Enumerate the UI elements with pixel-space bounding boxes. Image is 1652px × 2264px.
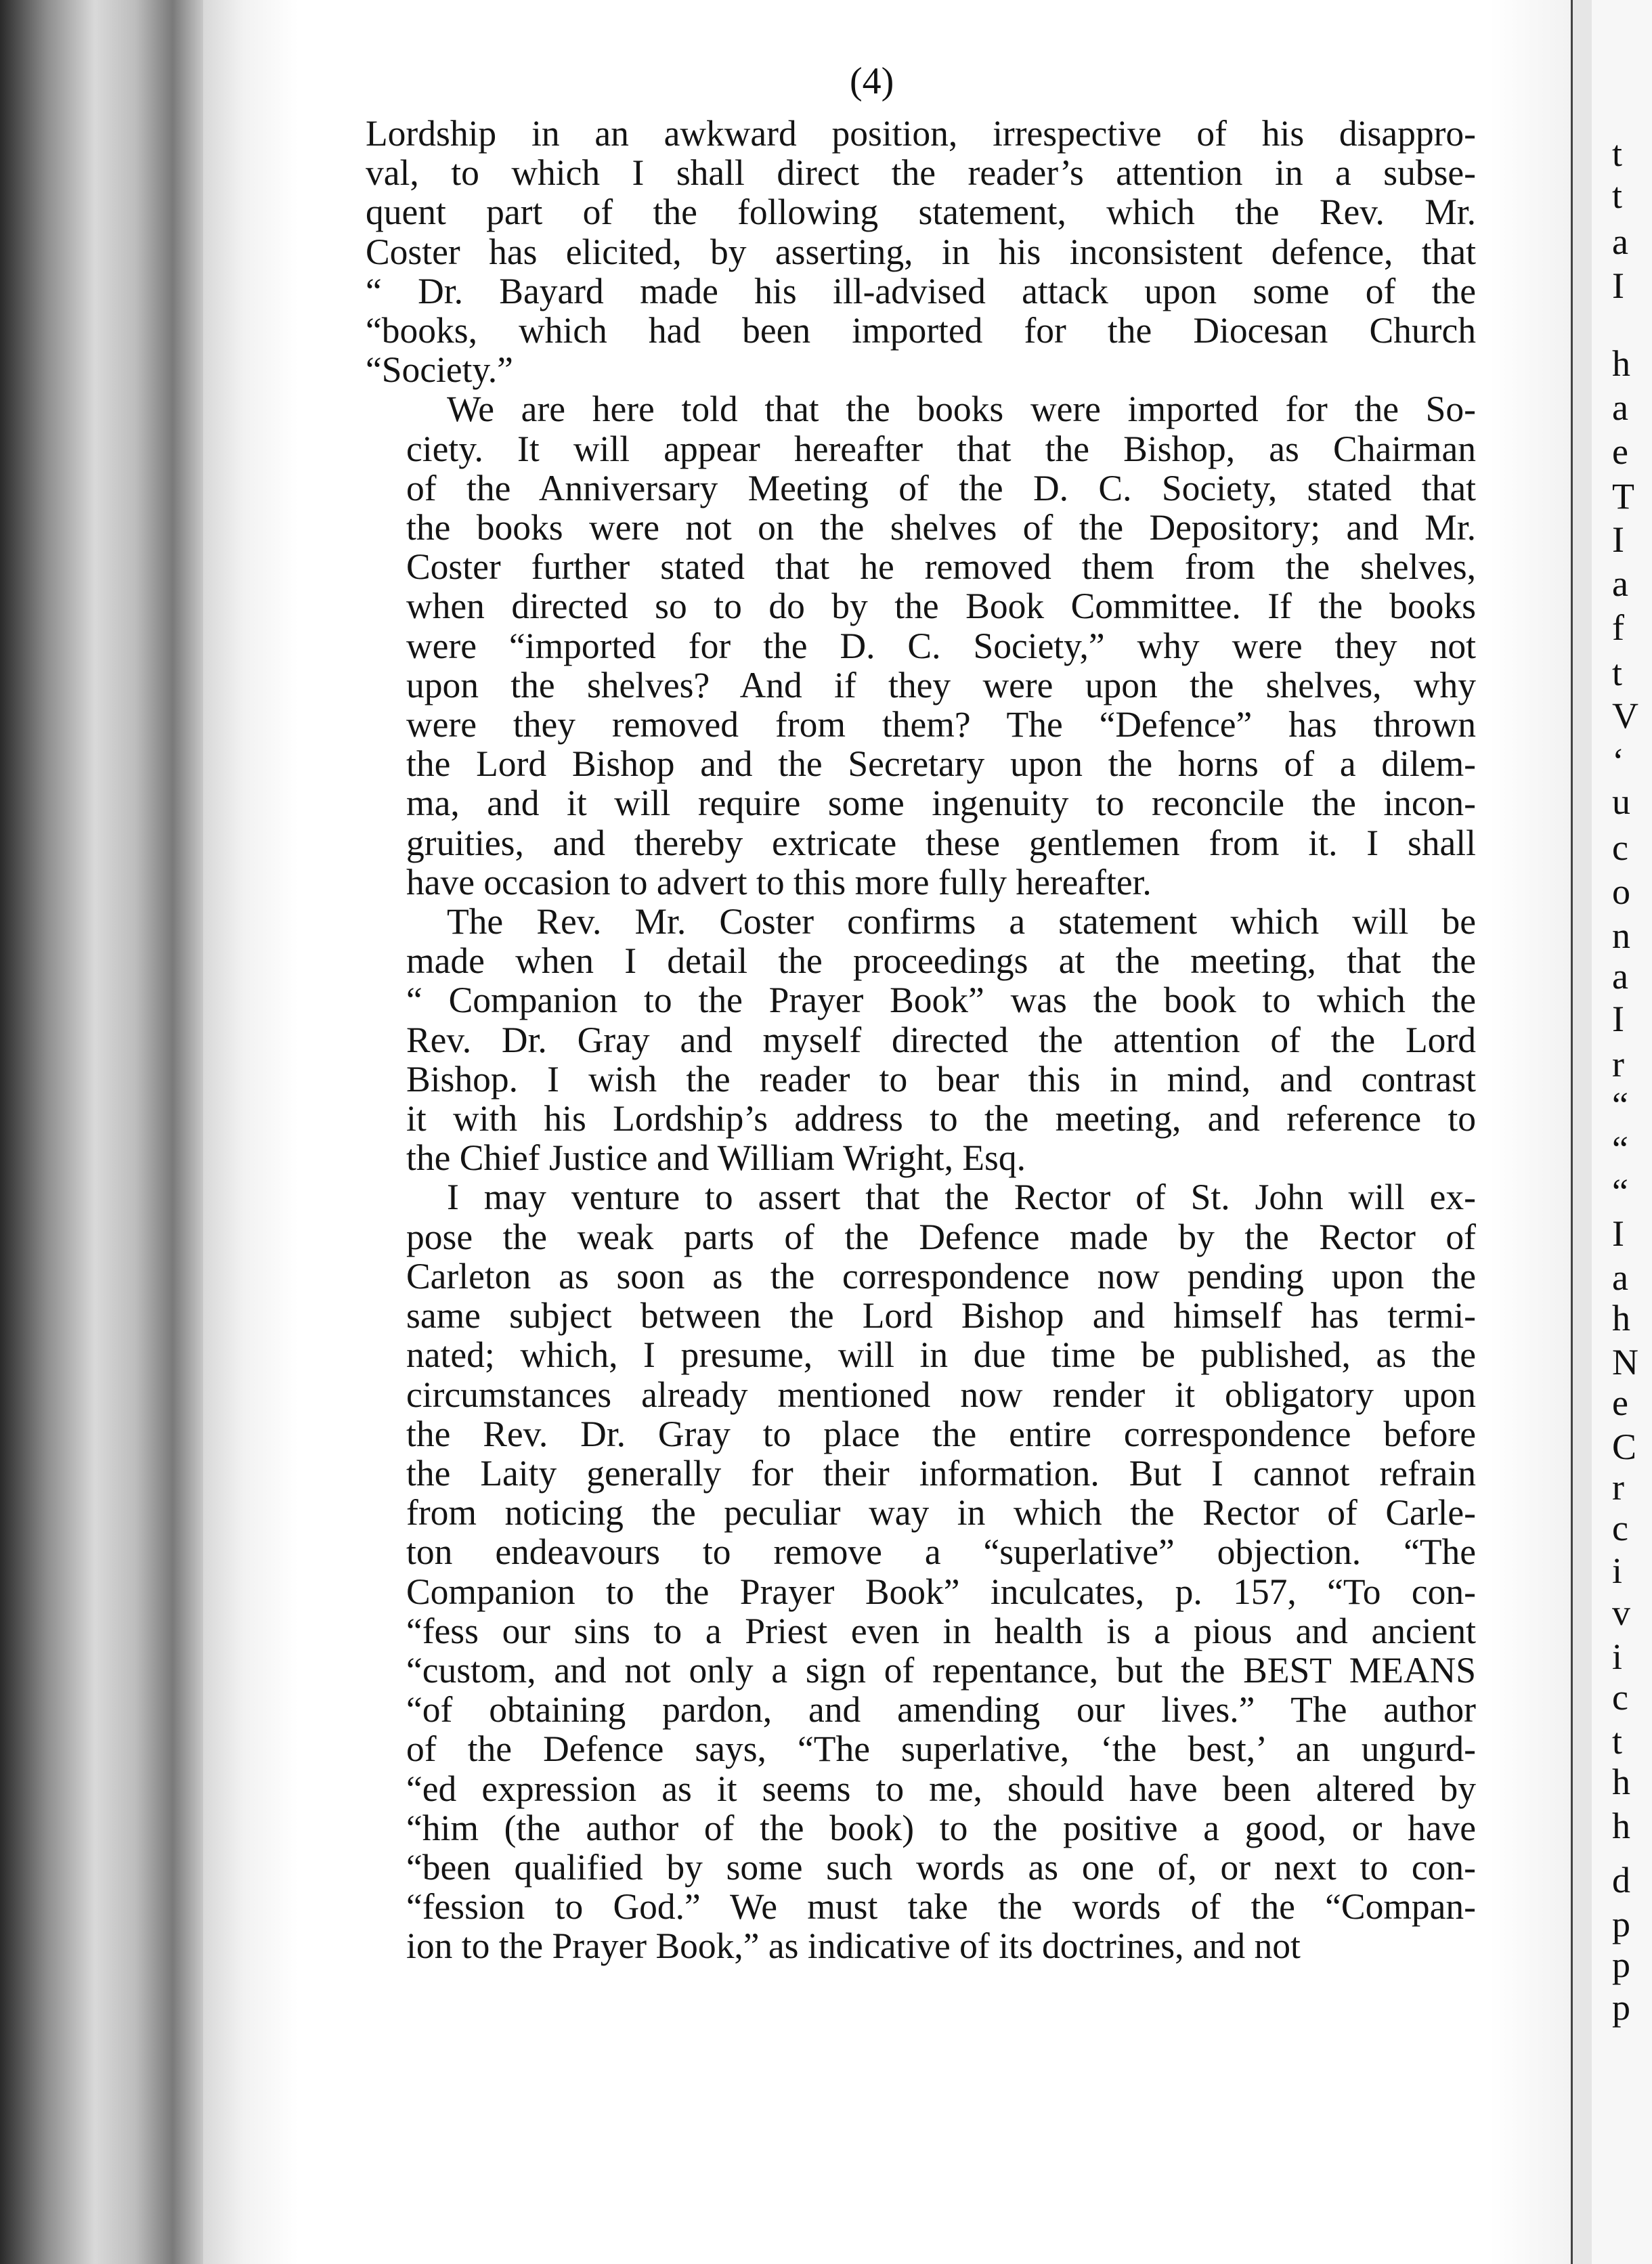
text-line: “of obtaining pardon, and amending our lives.” The author xyxy=(406,1689,1476,1730)
text-line: upon the shelves? And if they were upon the shelves, why xyxy=(406,664,1476,705)
facing-page-glyph: T xyxy=(1612,476,1634,517)
paragraph xyxy=(366,1177,1476,1965)
text-line: ton endeavours to remove a “superlative” objection. “The xyxy=(406,1531,1476,1573)
facing-page-glyph: t xyxy=(1612,1721,1623,1762)
facing-page-glyph: c xyxy=(1612,827,1628,868)
text-line: the Lord Bishop and the Secretary upon the horns of a dilem- xyxy=(406,743,1476,785)
facing-page-glyph: d xyxy=(1612,1860,1630,1900)
text-line: when directed so to do by the Book Committee. If the books xyxy=(406,586,1476,627)
text-line: I may venture to assert that the Rector of St. John will ex- xyxy=(447,1177,1476,1218)
text-line: of the Defence says, “The superlative, ‘the best,’ an ungurd- xyxy=(406,1728,1476,1770)
text-line: We are here told that the books were imported for the So- xyxy=(447,389,1476,430)
text-line: “Society.” xyxy=(366,349,513,391)
facing-page-glyph: e xyxy=(1612,431,1628,472)
facing-page-glyph: r xyxy=(1612,1044,1624,1085)
facing-page-glyph: r xyxy=(1612,1467,1624,1508)
text-line: “him (the author of the book) to the positive a good, or have xyxy=(406,1807,1476,1848)
facing-page-glyph: i xyxy=(1612,1636,1623,1677)
facing-page-glyph: c xyxy=(1612,1508,1628,1548)
text-line: “books, which had been imported for the Diocesan Church xyxy=(366,310,1476,351)
text-line: the books were not on the shelves of the Depository; and Mr. xyxy=(406,507,1476,548)
text-line: pose the weak parts of the Defence made by the Rector of xyxy=(406,1216,1476,1257)
facing-page-glyph: a xyxy=(1612,956,1628,997)
text-line: Rev. Dr. Gray and myself directed the attention of the Lord xyxy=(406,1019,1476,1060)
facing-page-glyph: c xyxy=(1612,1677,1628,1718)
text-line: it with his Lordship’s address to the meeting, and reference to xyxy=(406,1098,1476,1139)
text-line: nated; which, I presume, will in due time be published, as the xyxy=(406,1334,1476,1376)
facing-page-glyph: ‘ xyxy=(1612,741,1624,781)
text-line: the Chief Justice and William Wright, Esq. xyxy=(406,1137,1026,1179)
facing-page-glyph: h xyxy=(1612,1298,1630,1338)
text-line: of the Anniversary Meeting of the D. C. Society, stated that xyxy=(406,467,1476,508)
text-line: were they removed from them? The “Defence” has thrown xyxy=(406,704,1476,745)
text-line: Bishop. I wish the reader to bear this in mind, and contrast xyxy=(406,1058,1476,1100)
facing-page-glyph: p xyxy=(1612,1987,1630,2028)
text-line: the Rev. Dr. Gray to place the entire correspondence before xyxy=(406,1413,1476,1454)
facing-page-glyph: e xyxy=(1612,1383,1628,1423)
text-line: ma, and it will require some ingenuity to reconcile the incon- xyxy=(406,783,1476,824)
facing-page-glyph: f xyxy=(1612,607,1624,648)
facing-page-glyph: a xyxy=(1612,563,1628,604)
facing-page-glyph: h xyxy=(1612,1762,1630,1802)
facing-page-glyph: i xyxy=(1612,1550,1623,1591)
facing-page-glyph: t xyxy=(1612,653,1623,693)
text-line: “been qualified by some such words as one of, or next to con- xyxy=(406,1846,1476,1888)
facing-page-glyph: I xyxy=(1612,519,1624,560)
text-line: have occasion to advert to this more fully hereafter. xyxy=(406,861,1152,902)
text-line: Lordship in an awkward position, irrespective of his disappro- xyxy=(366,113,1476,154)
text-line: “ Companion to the Prayer Book” was the book to which the xyxy=(406,980,1476,1021)
facing-page-glyph: a xyxy=(1612,221,1628,262)
facing-page-glyph: “ xyxy=(1612,1129,1628,1169)
facing-page-glyph: h xyxy=(1612,1806,1630,1846)
page-body-text xyxy=(366,114,1476,1966)
text-line: made when I detail the proceedings at the meeting, that the xyxy=(406,940,1476,982)
facing-page-glyph: “ xyxy=(1612,1085,1628,1125)
facing-page-glyph: I xyxy=(1612,265,1624,306)
text-line: ciety. It will appear hereafter that the Bishop, as Chairman xyxy=(406,428,1476,469)
text-line: val, to which I shall direct the reader’s attention in a subse- xyxy=(366,152,1476,194)
facing-page-glyph: n xyxy=(1612,915,1630,956)
text-line: ion to the Prayer Book,” as indicative of its doctrines, and not xyxy=(406,1925,1301,1967)
paragraph xyxy=(366,114,1476,389)
facing-page-glyph: V xyxy=(1612,695,1638,736)
text-line: from noticing the peculiar way in which the Rector of Carle- xyxy=(406,1492,1476,1533)
facing-page-glyph: t xyxy=(1612,175,1623,216)
text-line: were “imported for the D. C. Society,” why were they not xyxy=(406,625,1476,666)
text-line: “ Dr. Bayard made his ill-advised attack upon some of the xyxy=(366,270,1476,311)
text-line: Carleton as soon as the correspondence now pending upon the xyxy=(406,1255,1476,1297)
page-gutter xyxy=(1571,0,1594,2264)
facing-page-glyph: v xyxy=(1612,1592,1630,1633)
facing-page-glyph: a xyxy=(1612,387,1628,428)
text-line: Coster has elicited, by asserting, in his inconsistent defence, that xyxy=(366,231,1476,272)
text-line: “fess our sins to a Priest even in health is a pious and ancient xyxy=(406,1610,1476,1651)
facing-page-glyph: o xyxy=(1612,871,1630,912)
facing-page-glyph: a xyxy=(1612,1257,1628,1298)
text-line: the Laity generally for their information. But I cannot refrain xyxy=(406,1452,1476,1494)
text-line: same subject between the Lord Bishop and himself has termi- xyxy=(406,1295,1476,1336)
facing-page-glyph: I xyxy=(1612,1213,1624,1254)
text-line: “ed expression as it seems to me, should have been altered by xyxy=(406,1768,1476,1809)
text-line: gruities, and thereby extricate these gentlemen from it. I shall xyxy=(406,822,1476,863)
text-line: quent part of the following statement, which the Rev. Mr. xyxy=(366,192,1476,233)
facing-page-glyph: “ xyxy=(1612,1171,1628,1212)
text-line: circumstances already mentioned now render it obligatory upon xyxy=(406,1374,1476,1415)
facing-page-glyph: I xyxy=(1612,999,1624,1039)
facing-page-glyph: C xyxy=(1612,1427,1637,1467)
text-line: Coster further stated that he removed them from the shelves, xyxy=(406,546,1476,588)
paragraph xyxy=(366,902,1476,1177)
text-line: “fession to God.” We must take the words of the “Compan- xyxy=(406,1886,1476,1928)
facing-page-glyph: p xyxy=(1612,1904,1630,1944)
text-line: The Rev. Mr. Coster confirms a statement which will be xyxy=(447,901,1476,942)
page-number: (4) xyxy=(850,60,894,102)
text-line: “custom, and not only a sign of repentance, but the BEST MEANS xyxy=(406,1649,1476,1691)
scan-binding-shadow xyxy=(0,0,203,2264)
facing-page-glyph: u xyxy=(1612,781,1630,822)
facing-page-glyph: t xyxy=(1612,133,1623,174)
text-line: Companion to the Prayer Book” inculcates, p. 157, “To con- xyxy=(406,1571,1476,1612)
facing-page-edge xyxy=(1592,0,1652,2264)
facing-page-glyph: p xyxy=(1612,1944,1630,1985)
facing-page-glyph: N xyxy=(1612,1342,1638,1383)
paragraph xyxy=(366,389,1476,902)
facing-page-glyph: h xyxy=(1612,343,1630,384)
